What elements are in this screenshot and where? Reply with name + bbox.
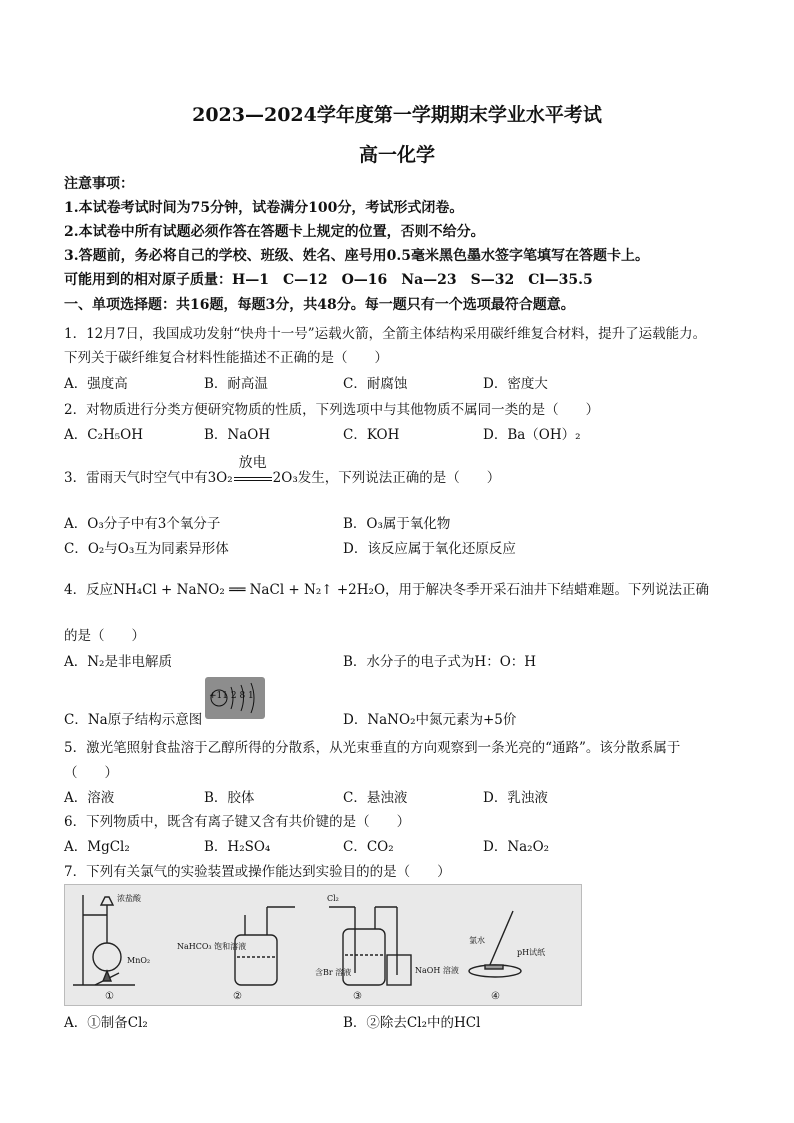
q5-stem-line1: 5．激光笔照射食盐溶于乙醇所得的分散系，从光束垂直的方向观察到一条光亮的“通路”。该分散系属于 <box>64 740 681 756</box>
q7-option-b: B．②除去Cl₂中的HCl <box>343 1015 481 1031</box>
q6-option-c: C．CO₂ <box>343 839 394 855</box>
q7-option-a: A．①制备Cl₂ <box>64 1015 148 1031</box>
fig-label-n3: ③ <box>353 991 362 1002</box>
q5-stem-line2: （ ） <box>64 765 118 781</box>
q5-option-b: B．胶体 <box>204 790 255 806</box>
note-item-3: 3.答题前，务必将自己的学校、班级、姓名、座号用0.5毫米黑色墨水签字笔填写在答题卡上。 <box>64 248 649 264</box>
q5-option-c: C．悬浊液 <box>343 790 408 806</box>
fig-label-nahco3: NaHCO₃ 饱和溶液 <box>177 942 247 951</box>
na-atom-label: +11 2 8 1 <box>209 691 254 701</box>
q2-stem: 2．对物质进行分类方便研究物质的性质，下列选项中与其他物质不属同一类的是（ ） <box>64 402 600 418</box>
q4-option-c: C．Na原子结构示意图 <box>64 712 203 728</box>
q4-option-b: B．水分子的电子式为H：O：H <box>343 654 537 670</box>
q3-option-c: C．O₂与O₃互为同素异形体 <box>64 541 229 557</box>
q6-option-b: B．H₂SO₄ <box>204 839 271 855</box>
q3-stem-post: 发生，下列说法正确的是（ ） <box>297 470 501 486</box>
fig-label-kbr: 含Br 溶液 <box>315 968 352 977</box>
fig-label-naoh: NaOH 溶液 <box>415 966 459 975</box>
q3-equation <box>207 455 298 486</box>
q1-option-c: C．耐腐蚀 <box>343 376 408 392</box>
atomic-masses: 可能用到的相对原子质量：H—1 C—12 O—16 Na—23 S—32 Cl—35.5 <box>64 272 593 288</box>
note-item-2: 2.本试卷中所有试题必须作答在答题卡上规定的位置，否则不给分。 <box>64 224 485 240</box>
fig-label-mno2: MnO₂ <box>127 956 151 965</box>
q1-stem-line2: 下列关于碳纤维复合材料性能描述不正确的是（ ） <box>64 350 388 366</box>
fig-label-cl2: Cl₂ <box>327 894 339 903</box>
notes-heading: 注意事项： <box>64 176 134 192</box>
fig-label-n2: ② <box>233 991 242 1002</box>
q3-option-d: D．该反应属于氧化还原反应 <box>343 541 516 557</box>
q3-stem <box>64 455 501 486</box>
q3-condition: 放电 <box>238 455 267 471</box>
q5-option-d: D．乳浊液 <box>483 790 548 806</box>
q3-arrow <box>233 455 273 486</box>
q4-stem-post: ，用于解决冬季开采石油井下结蜡难题。下列说法正确 <box>385 582 710 598</box>
q3-stem-pre: 3．雷雨天气时空气中有 <box>64 470 208 486</box>
q2-option-d: D．Ba（OH）₂ <box>483 427 581 443</box>
q4-stem-pre: 4．反应 <box>64 582 114 598</box>
q1-stem-line1: 1．12月7日，我国成功发射“快舟十一号”运载火箭，全箭主体结构采用碳纤维复合材料，提升了运载能力。 <box>64 326 707 342</box>
exam-subtitle: 高一化学 <box>358 144 435 166</box>
q6-option-a: A．MgCl₂ <box>64 839 130 855</box>
q5-option-a: A．溶液 <box>64 790 115 806</box>
q6-stem: 6．下列物质中，既含有离子键又含有共价键的是（ ） <box>64 814 411 830</box>
q2-option-a: A．C₂H₅OH <box>64 427 144 443</box>
fig-label-chlorine-water: 氯水 <box>469 936 485 945</box>
q1-option-d: D．密度大 <box>483 376 548 392</box>
q3-option-a: A．O₃分子中有3个氧分子 <box>64 516 221 532</box>
fig-label-reagent1: 浓盐酸 <box>117 894 141 903</box>
q2-option-b: B．NaOH <box>204 427 271 443</box>
lab-apparatus-drawing <box>65 885 581 1005</box>
lab-apparatus-figure <box>64 884 582 1006</box>
fig-label-n1: ① <box>105 991 114 1002</box>
note-item-1: 1.本试卷考试时间为75分钟，试卷满分100分，考试形式闭卷。 <box>64 200 464 216</box>
q3-option-b: B．O₃属于氧化物 <box>343 516 451 532</box>
fig-label-ph-paper: pH试纸 <box>517 948 546 957</box>
q4-option-a: A．N₂是非电解质 <box>64 654 172 670</box>
q4-stem <box>64 578 709 598</box>
q4-option-d: D．NaNO₂中氮元素为+5价 <box>343 712 517 728</box>
exam-title: 2023—2024学年度第一学期期末学业水平考试 <box>192 104 602 126</box>
q2-option-c: C．KOH <box>343 427 400 443</box>
q6-option-d: D．Na₂O₂ <box>483 839 550 855</box>
q3-reactant: 3O₂ <box>207 470 233 486</box>
q1-option-b: B．耐高温 <box>204 376 268 392</box>
q3-product: 2O₃ <box>272 470 298 486</box>
section-heading: 一、单项选择题：共16题，每题3分，共48分。每一题只有一个选项最符合题意。 <box>64 297 575 313</box>
na-atom-diagram <box>205 677 265 719</box>
q4-stem-line2: 的是（ ） <box>64 628 145 644</box>
fig-label-n4: ④ <box>491 991 500 1002</box>
q1-option-a: A．强度高 <box>64 376 128 392</box>
q7-stem: 7．下列有关氯气的实验装置或操作能达到实验目的的是（ ） <box>64 864 451 880</box>
q4-equation: NH₄Cl + NaNO₂ ══ NaCl + N₂↑ +2H₂O <box>113 582 386 598</box>
